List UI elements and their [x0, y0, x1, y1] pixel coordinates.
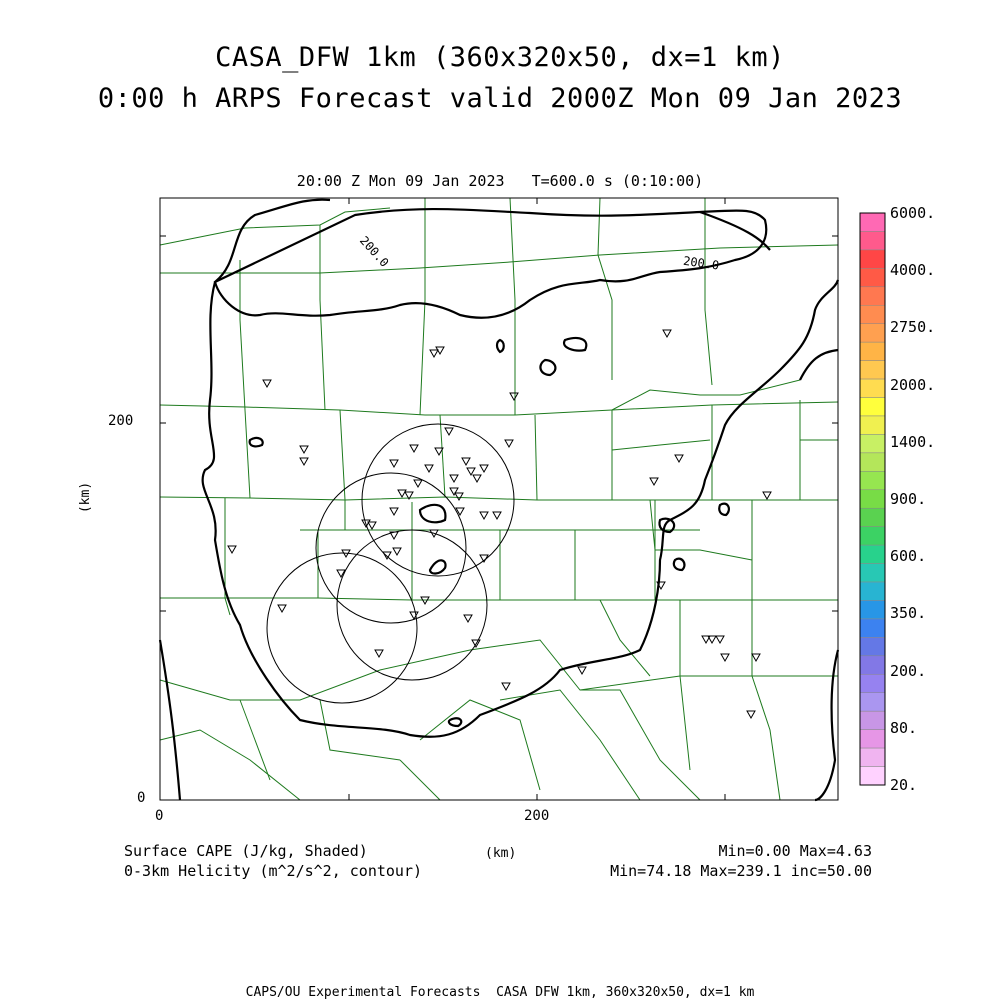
station-marker	[675, 455, 683, 462]
colorbar-label: 200.	[890, 661, 927, 680]
station-marker	[721, 654, 729, 661]
colorbar-label: 80.	[890, 718, 918, 737]
subtitle: 20:00 Z Mon 09 Jan 2023 T=600.0 s (0:10:00)	[296, 172, 704, 190]
footer-cape-label: Surface CAPE (J/kg, Shaded)	[124, 842, 368, 860]
colorbar-label: 6000.	[890, 204, 936, 222]
colorbar-swatch	[860, 656, 885, 674]
station-marker	[752, 654, 760, 661]
colorbar-swatch	[860, 416, 885, 434]
colorbar-swatch	[860, 711, 885, 729]
station-marker	[480, 465, 488, 472]
station-marker	[505, 440, 513, 447]
colorbar-swatch	[860, 213, 885, 231]
county-boundaries	[160, 198, 838, 800]
station-marker	[300, 446, 308, 453]
colorbar-label: 20.	[890, 776, 918, 794]
colorbar-swatch	[860, 674, 885, 692]
colorbar-swatch	[860, 287, 885, 305]
y-tick-label: 200	[108, 413, 134, 429]
y-axis-unit: (km)	[78, 481, 94, 514]
colorbar-label: 600.	[890, 547, 927, 566]
station-marker	[456, 508, 464, 515]
station-marker	[464, 615, 472, 622]
title-line-1: CASA_DFW 1km (360x320x50, dx=1 km)	[215, 42, 785, 73]
colorbar-label: 2750.	[890, 318, 936, 337]
colorbar-label: 1400.	[890, 432, 936, 451]
station-marker	[502, 683, 510, 690]
station-marker	[578, 667, 586, 674]
station-marker	[263, 380, 271, 387]
colorbar-swatch	[860, 600, 885, 618]
station-marker	[375, 650, 383, 657]
colorbar	[860, 213, 885, 785]
colorbar-swatch	[860, 564, 885, 582]
station-marker	[467, 468, 475, 475]
colorbar-label: 2000.	[890, 375, 936, 394]
station-marker	[462, 458, 470, 465]
colorbar-label: 350.	[890, 604, 927, 623]
colorbar-swatch	[860, 730, 885, 748]
colorbar-swatch	[860, 527, 885, 545]
radar-ring	[362, 424, 514, 576]
station-marker	[663, 330, 671, 337]
colorbar-swatch	[860, 231, 885, 249]
y-tick-label: 0	[137, 790, 146, 806]
colorbar-swatch	[860, 471, 885, 489]
colorbar-swatch	[860, 361, 885, 379]
station-marker	[410, 445, 418, 452]
station-marker	[716, 636, 724, 643]
colorbar-swatch	[860, 379, 885, 397]
colorbar-swatch	[860, 619, 885, 637]
station-marker	[278, 605, 286, 612]
title-line-2: 0:00 h ARPS Forecast valid 2000Z Mon 09 Jan 2023	[97, 83, 903, 114]
x-tick-label: 0	[155, 808, 164, 824]
colorbar-swatch	[860, 748, 885, 766]
colorbar-swatch	[860, 545, 885, 563]
colorbar-swatch	[860, 250, 885, 268]
contour-label: 200.0	[682, 253, 721, 273]
x-tick-label: 200	[524, 808, 550, 824]
colorbar-label: 4000.	[890, 261, 936, 280]
station-marker	[393, 548, 401, 555]
station-marker	[421, 597, 429, 604]
colorbar-swatch	[860, 490, 885, 508]
station-marker	[510, 393, 518, 400]
station-marker	[650, 478, 658, 485]
colorbar-swatch	[860, 342, 885, 360]
station-marker	[430, 350, 438, 357]
colorbar-swatch	[860, 508, 885, 526]
x-axis-unit: (km)	[485, 846, 517, 861]
station-marker	[390, 460, 398, 467]
colorbar-swatch	[860, 637, 885, 655]
credit-line: CAPS/OU Experimental Forecasts CASA DFW 1km, 360x320x50, dx=1 km	[245, 985, 755, 1000]
station-marker	[398, 490, 406, 497]
station-marker	[368, 522, 376, 529]
colorbar-swatch	[860, 324, 885, 342]
footer-helicity-range: Min=74.18 Max=239.1 inc=50.00	[610, 862, 872, 880]
colorbar-swatch	[860, 582, 885, 600]
station-marker	[300, 458, 308, 465]
footer-cape-range: Min=0.00 Max=4.63	[718, 842, 872, 860]
colorbar-label: 900.	[890, 490, 927, 508]
colorbar-swatch	[860, 398, 885, 416]
station-marker	[228, 546, 236, 553]
footer-helicity-label: 0-3km Helicity (m^2/s^2, contour)	[124, 862, 423, 880]
station-marker	[493, 512, 501, 519]
colorbar-swatch	[860, 767, 885, 785]
colorbar-swatch	[860, 453, 885, 471]
contour-label: 200.0	[356, 233, 392, 270]
colorbar-swatch	[860, 268, 885, 286]
station-marker	[480, 512, 488, 519]
station-marker	[390, 508, 398, 515]
radar-ring	[316, 473, 466, 623]
station-markers	[228, 330, 771, 718]
colorbar-swatch	[860, 434, 885, 452]
station-marker	[450, 488, 458, 495]
station-marker	[450, 475, 458, 482]
colorbar-swatch	[860, 693, 885, 711]
colorbar-swatch	[860, 305, 885, 323]
station-marker	[414, 480, 422, 487]
station-marker	[473, 475, 481, 482]
station-marker	[763, 492, 771, 499]
station-marker	[445, 428, 453, 435]
station-marker	[425, 465, 433, 472]
station-marker	[455, 493, 463, 500]
station-marker	[747, 711, 755, 718]
